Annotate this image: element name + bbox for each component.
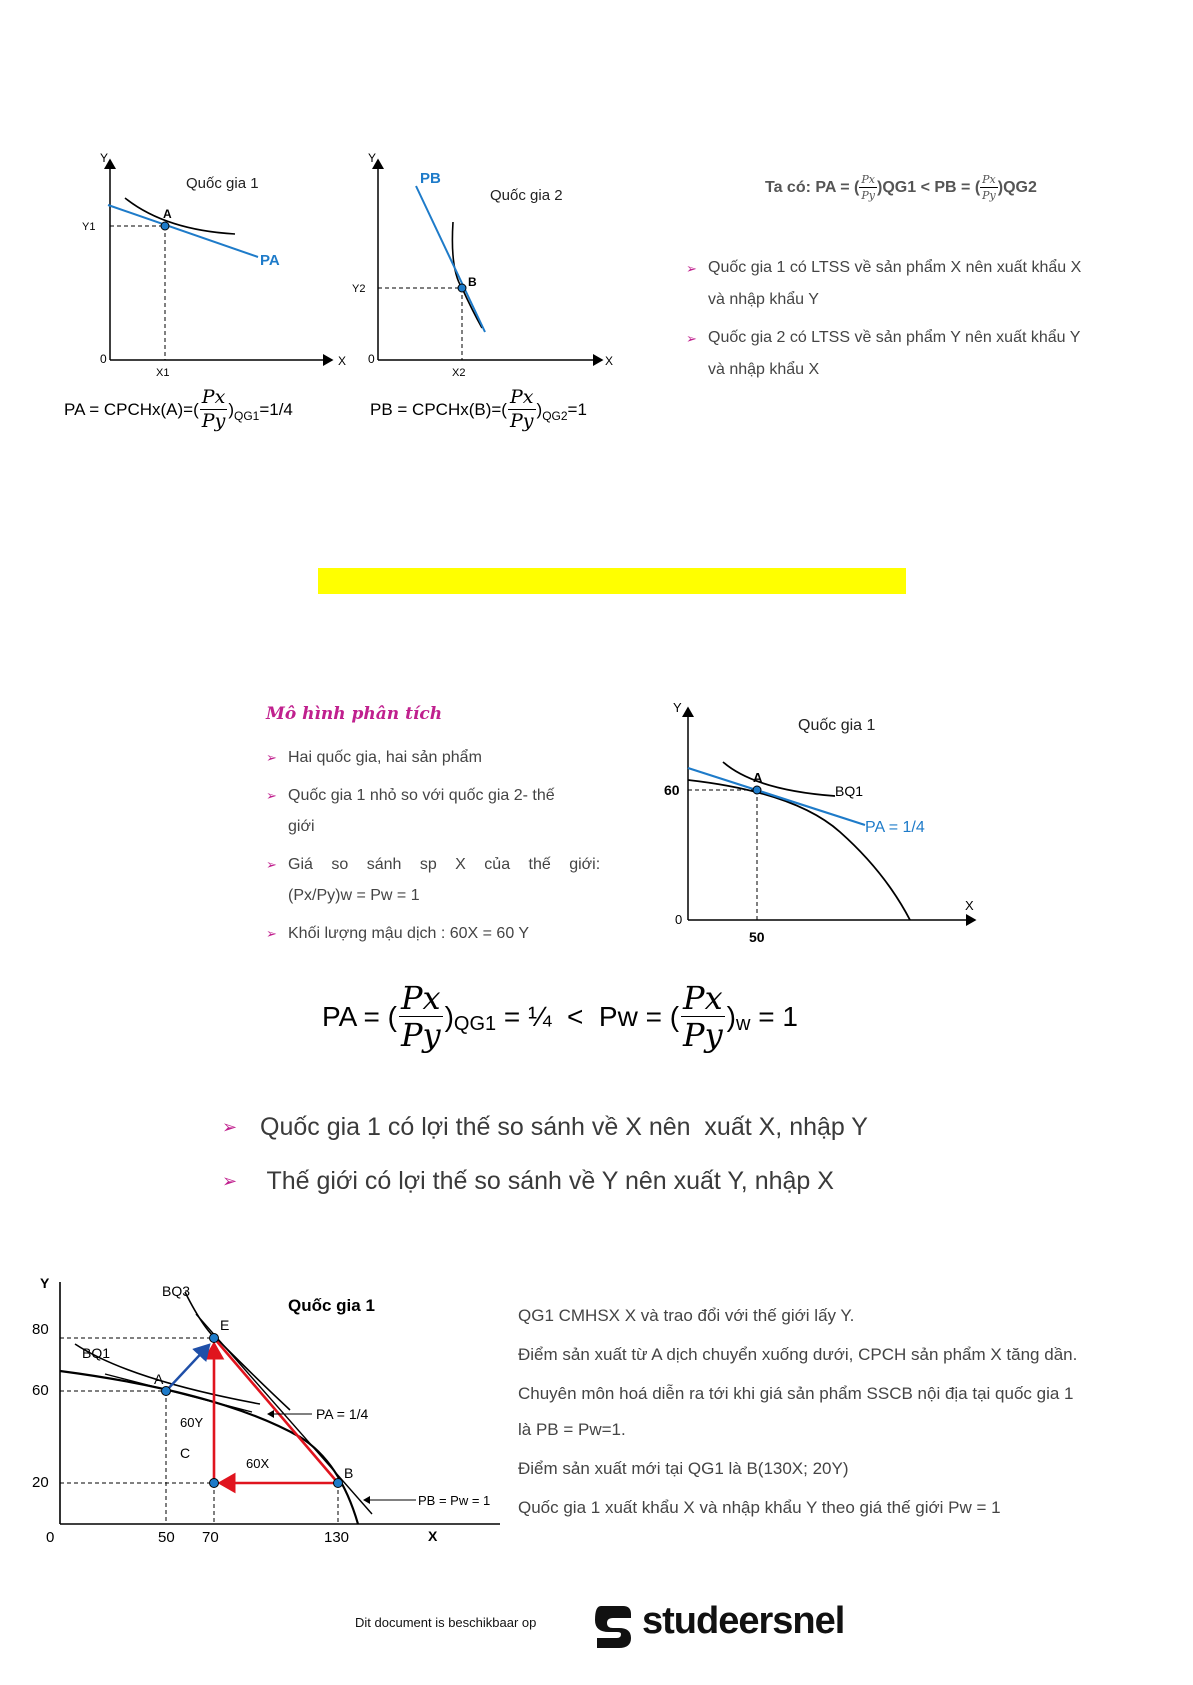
model-heading: Mô hình phân tích [266,704,443,724]
subscript: QG2 [542,408,568,423]
arrow-bullet-icon: ➢ [686,261,697,276]
formula-pa: PA = CPCHx(A)=( $\frac{Px}{Py}$ ) QG1 =1/4 [64,386,293,432]
point-c-label: C [180,1445,191,1461]
point-a-label: A [163,207,172,221]
chart-quoc-gia-1-model [655,692,985,952]
studeersnel-logo-icon[interactable] [587,1602,637,1652]
x-tick-50: 50 [749,929,765,945]
model-item: ➢ Quốc gia 1 nhỏ so với quốc gia 2- thế [266,780,616,811]
arrow-bullet-icon: ➢ [266,857,277,872]
bullet-item-cont: và nhập khẩu Y [708,291,819,308]
big-formula: PA = ( $\frac{Px}{Py}$ ) QG1 = ¼ < Pw = ( $\frac{Px}{Py}$ ) w = 1 [322,979,798,1054]
pa-price-line [105,1374,252,1412]
model-item: ➢ Giá so sánh sp X của thế giới: [266,849,616,880]
bullet-item: ➢ Quốc gia 2 có LTSS về sản phẩm Y nên xuất khẩu Y [686,322,1186,354]
model-item: ➢ Hai quốc gia, hai sản phẩm [266,742,616,773]
y-axis-label: Y [368,151,377,165]
arrow-bullet-icon: ➢ [686,331,697,346]
point-a [161,222,169,230]
conclusion-item: ➢ Thế giới có lợi thế so sánh về Y nên xuất Y, nhập X [222,1166,834,1195]
y-axis-label: Y [40,1275,50,1291]
arrow-bullet-icon: ➢ [266,926,277,941]
chart-title: Quốc gia 1 [798,717,876,734]
point-a-label: A [154,1371,164,1387]
fraction-1 [399,979,443,1054]
x1-tick: X1 [156,367,170,379]
x2-tick: X2 [452,367,466,379]
y-axis-label: Y [100,151,109,165]
origin-label: 0 [46,1529,55,1546]
numerator: Px [510,386,534,408]
fraction [200,388,228,431]
arrow-bullet-icon: ➢ [266,750,277,765]
point-c [210,1479,219,1488]
denominator: Py [509,410,534,432]
trade-chart-svg [20,1262,520,1552]
fraction-1 [859,174,877,201]
point-b [334,1479,343,1488]
y60-label: 60Y [180,1415,204,1430]
studeersnel-brand-link[interactable]: studeersnel [642,1600,845,1642]
production-possibility-frontier [688,780,910,920]
point-a [162,1387,171,1396]
bullet-item-cont: và nhập khẩu X [708,361,820,378]
y-tick-80: 80 [32,1321,49,1338]
explanation-line: Quốc gia 1 xuất khẩu X và nhập khẩu Y theo giá thế giới Pw = 1 [518,1498,1001,1517]
subscript-w: w [735,1013,751,1035]
consumption-shift-arrow [166,1345,209,1391]
comparison-line [765,174,1037,201]
point-e [210,1334,219,1343]
conclusion-item: ➢ Quốc gia 1 có lợi thế so sánh về X nên xuất X, nhập Y [222,1112,868,1141]
price-line-pa [108,205,258,257]
origin-label: 0 [100,352,107,366]
explanation-line: Chuyên môn hoá diễn ra tới khi giá sản phẩm SSCB nội địa tại quốc gia 1 [518,1384,1074,1403]
x60-label: 60X [246,1456,270,1471]
point-a-label: A [753,770,763,785]
numerator: Px [683,979,723,1017]
denominator: Py [861,189,876,202]
model-item-cont: giới [288,818,315,835]
formula-lhs: PB = CPCHx(B)=( [370,399,507,419]
model-list [266,742,616,949]
pa-label: PA = 1/4 [865,819,925,836]
comparison-mid: )QG1 < PB = ( [877,178,981,196]
chart-title: Quốc gia 1 [288,1296,375,1315]
top-bullets [686,252,1186,385]
subscript-qg1: QG1 [453,1013,497,1035]
formula-rhs: = 1 [750,1000,798,1032]
formula-mid: = ¼ < Pw = ( [496,1000,680,1032]
numerator: Px [982,173,996,186]
model-item: ➢ Khối lượng mậu dịch : 60X = 60 Y [266,918,616,949]
bq1-label: BQ1 [82,1345,111,1361]
x-axis-label: X [965,898,974,913]
arrow-bullet-icon: ➢ [266,788,277,803]
pa-label: PA = 1/4 [316,1406,369,1422]
formula-pb: PB = CPCHx(B)=( $\frac{Px}{Py}$ ) QG2 =1 [370,386,587,432]
y-tick-20: 20 [32,1474,49,1491]
chart-title: Quốc gia 1 [186,175,259,192]
highlight-bar [318,568,906,594]
chart-quoc-gia-1-top [70,150,370,390]
comparison-end: )QG2 [997,178,1037,196]
model-chart-svg [655,692,985,952]
pa-label: PA [260,252,280,269]
y2-tick: Y2 [352,283,366,295]
fraction-2 [681,979,725,1054]
fraction [508,388,536,431]
y-tick-60: 60 [664,782,680,798]
x-axis-label: X [338,354,347,368]
conclusions [222,1102,868,1206]
chart2-svg [340,150,630,390]
bullet-item: ➢ Quốc gia 1 có LTSS về sản phẩm X nên xuất khẩu X [686,252,1186,284]
numerator: Px [861,173,875,186]
explanation-line: Điểm sản xuất từ A dịch chuyển xuống dưới, CPCH sản phẩm X tăng dần. [518,1345,1078,1364]
point-b-label: B [468,275,477,289]
origin-label: 0 [675,912,683,927]
denominator: Py [201,410,226,432]
denominator: Py [982,189,996,202]
y-tick-60: 60 [32,1382,49,1399]
pb-label: PB [420,170,441,187]
subscript: QG1 [233,408,260,423]
y1-tick: Y1 [82,221,96,233]
bq3-label: BQ3 [162,1283,191,1299]
denominator: Py [683,1016,723,1054]
point-e-label: E [220,1317,230,1333]
x-tick-70: 70 [202,1529,219,1546]
pb-label: PB = Pw = 1 [418,1493,491,1508]
numerator: Px [201,386,226,408]
explanation-line: là PB = Pw=1. [518,1420,626,1439]
chart-quoc-gia-2-top [340,150,630,390]
point-b [458,284,466,292]
point-a [753,786,761,794]
denominator: Py [400,1016,441,1054]
y-axis-label: Y [673,700,682,715]
formula-rhs: =1/4 [259,399,293,419]
formula-lhs: PA = ( [322,1000,397,1032]
formula-rhs: =1 [567,399,587,419]
x-tick-130: 130 [324,1529,350,1546]
chart-title: Quốc gia 2 [490,187,563,204]
point-b-label: B [344,1465,354,1481]
chart1-svg [70,150,370,390]
arrow-bullet-icon: ➢ [222,1116,238,1137]
fraction-2 [980,174,998,201]
price-line-pb [416,186,485,332]
model-item-cont: (Px/Py)w = Pw = 1 [288,887,420,904]
formula-lhs: PA = CPCHx(A)=( [64,399,199,419]
x-axis-label: X [428,1528,438,1544]
bottom-explanation [518,1298,1188,1526]
chart-quoc-gia-1-trade [20,1262,520,1552]
x-axis-label: X [605,354,614,368]
arrow-bullet-icon: ➢ [222,1170,238,1191]
explanation-line: Điểm sản xuất mới tại QG1 là B(130X; 20Y) [518,1459,849,1478]
numerator: Px [400,979,441,1017]
explanation-line: QG1 CMHSX X và trao đổi với thế giới lấy Y. [518,1306,855,1325]
footer-text: Dit document is beschikbaar op [355,1615,537,1630]
bq1-label: BQ1 [835,783,864,799]
origin-label: 0 [368,352,375,366]
x-tick-50: 50 [158,1529,175,1546]
comparison-prefix: Ta có: PA = ( [765,178,860,196]
bq1-curve [723,762,835,796]
